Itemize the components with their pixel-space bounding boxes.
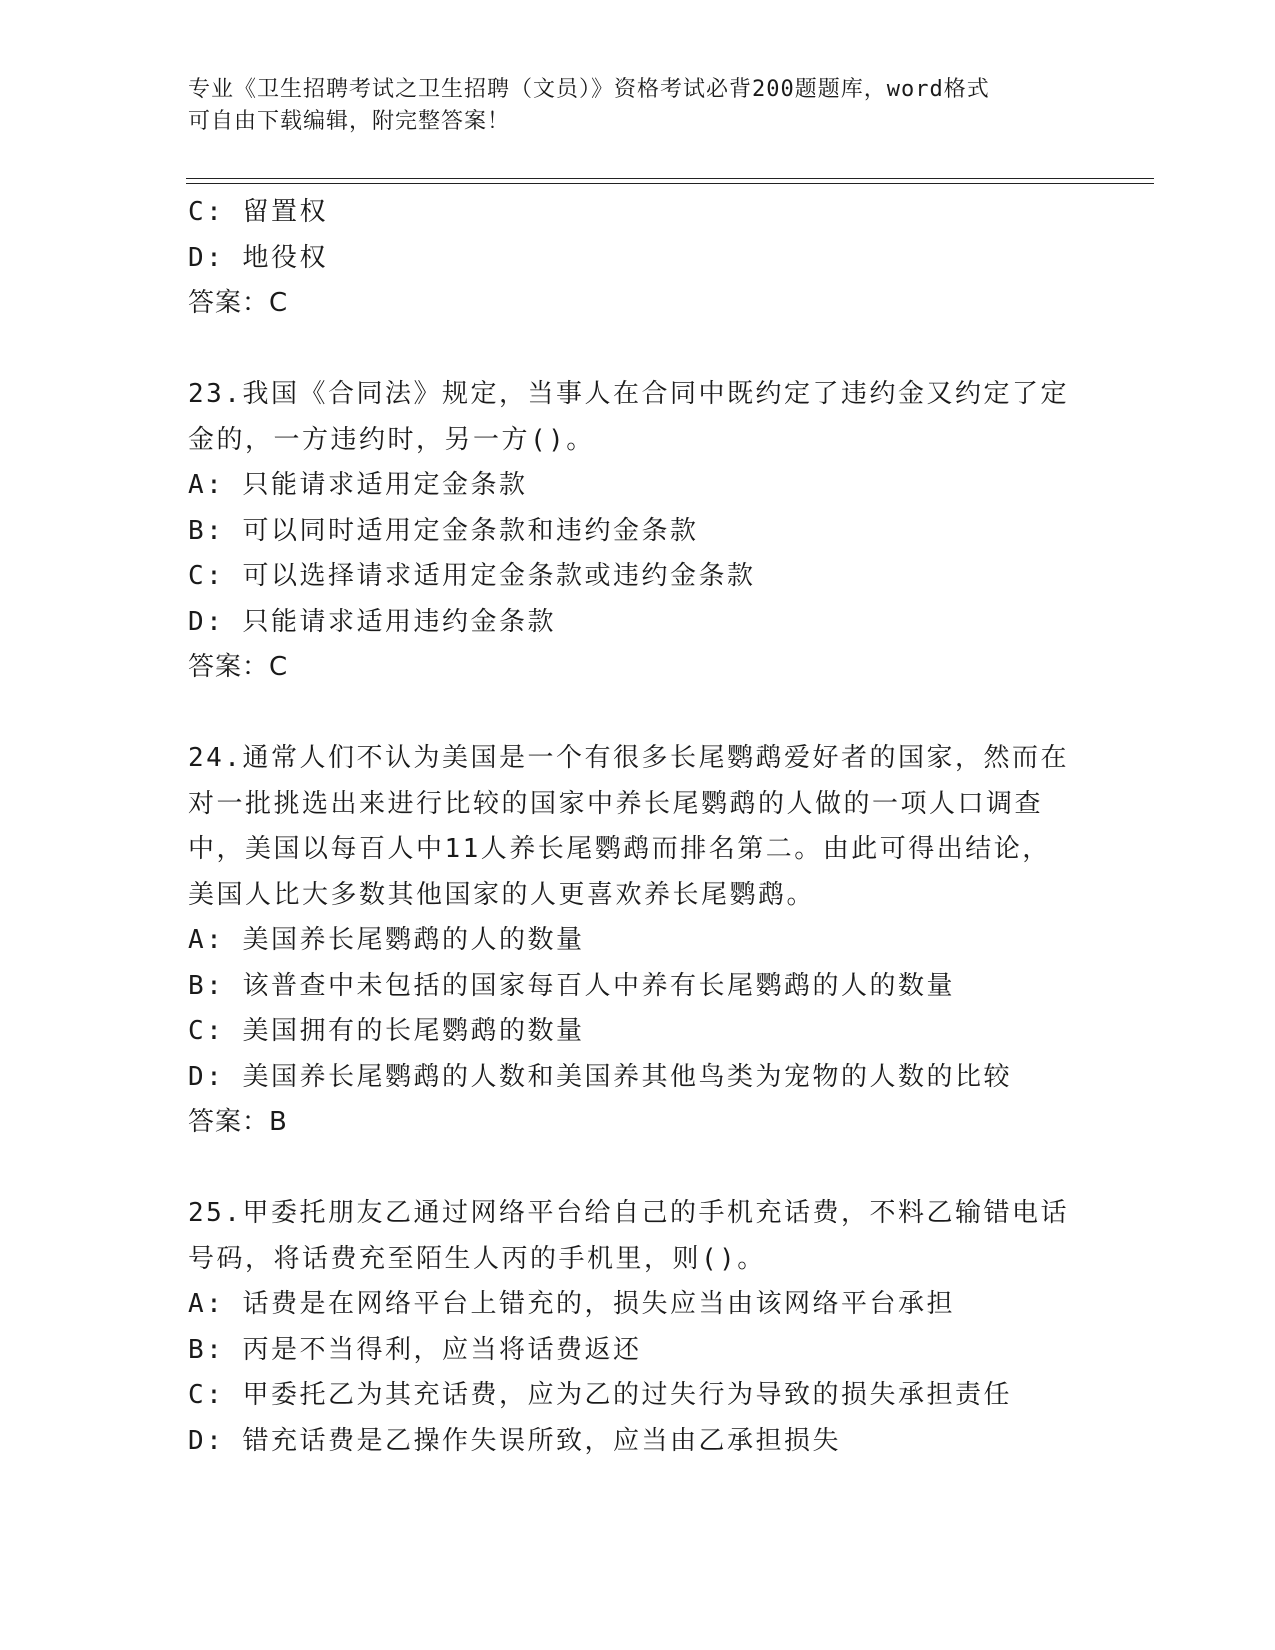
- spacer: [188, 691, 1088, 737]
- answer-label: 答案：C: [188, 652, 289, 682]
- option-d: D: 错充话费是乙操作失误所致，应当由乙承担损失: [188, 1425, 841, 1456]
- option-a: A: 话费是在网络平台上错充的，损失应当由该网络平台承担: [188, 1289, 955, 1319]
- option-c: C: 美国拥有的长尾鹦鹉的数量: [188, 1016, 585, 1046]
- option-b: B: 该普查中未包括的国家每百人中养有长尾鹦鹉的人的数量: [188, 970, 955, 1001]
- question-stem: 25.甲委托朋友乙通过网络平台给自己的手机充话费，不料乙输错电话: [188, 1198, 1069, 1228]
- option-a: A: 美国养长尾鹦鹉的人的数量: [188, 925, 585, 955]
- header-rule-bottom: [186, 183, 1154, 184]
- question-stem: 对一批挑选出来进行比较的国家中养长尾鹦鹉的人做的一项人口调查: [188, 788, 1044, 819]
- document-header: [188, 74, 1088, 138]
- question-25: [188, 1191, 1088, 1464]
- option-c: C: 甲委托乙为其充话费，应为乙的过失行为导致的损失承担责任: [188, 1380, 1012, 1410]
- option-b: B: 丙是不当得利，应当将话费返还: [188, 1334, 642, 1365]
- option-d: D: 只能请求适用违约金条款: [188, 606, 556, 637]
- question-stem: 号码，将话费充至陌生人丙的手机里，则()。: [188, 1243, 766, 1274]
- option-c: C: 可以选择请求适用定金条款或违约金条款: [188, 561, 756, 591]
- question-23: [188, 372, 1088, 691]
- header-line-1: 专业《卫生招聘考试之卫生招聘（文员）》资格考试必背200题题库，word格式: [188, 77, 990, 102]
- question-24: [188, 736, 1088, 1146]
- question-stem: 23.我国《合同法》规定，当事人在合同中既约定了违约金又约定了定: [188, 379, 1069, 409]
- answer-label: 答案：B: [188, 1107, 288, 1137]
- option-c: C: 留置权: [188, 197, 328, 227]
- spacer: [188, 1146, 1088, 1192]
- spacer: [188, 327, 1088, 373]
- option-b: B: 可以同时适用定金条款和违约金条款: [188, 515, 699, 546]
- option-d: D: 美国养长尾鹦鹉的人数和美国养其他鸟类为宠物的人数的比较: [188, 1061, 1012, 1092]
- question-stem: 中，美国以每百人中11人养长尾鹦鹉而排名第二。由此可得出结论，: [188, 834, 1051, 864]
- question-stem: 美国人比大多数其他国家的人更喜欢养长尾鹦鹉。: [188, 879, 816, 910]
- question-22-tail: [188, 190, 1088, 327]
- option-d: D: 地役权: [188, 242, 328, 273]
- header-line-2: 可自由下载编辑，附完整答案！: [188, 109, 511, 134]
- question-stem: 金的，一方违约时，另一方()。: [188, 424, 595, 455]
- header-rule-top: [186, 178, 1154, 179]
- answer-label: 答案：C: [188, 288, 289, 318]
- question-stem: 24.通常人们不认为美国是一个有很多长尾鹦鹉爱好者的国家，然而在: [188, 743, 1069, 773]
- option-a: A: 只能请求适用定金条款: [188, 470, 528, 500]
- question-list: [188, 190, 1088, 1464]
